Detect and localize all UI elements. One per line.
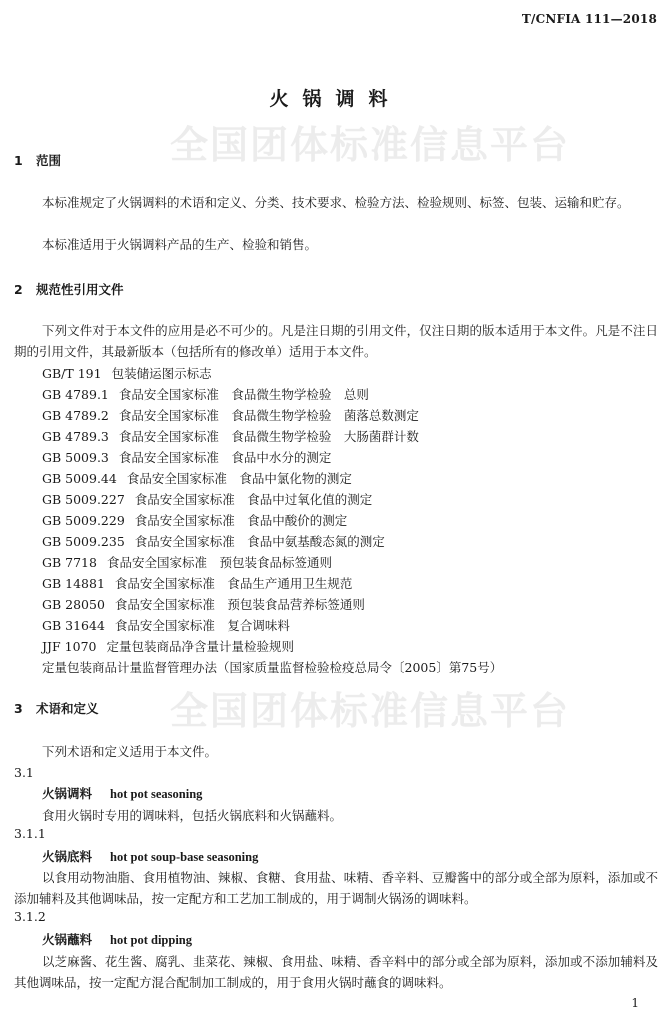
reference-code: GB/T 191: [42, 366, 102, 381]
reference-title: 食品安全国家标准 食品微生物学检验 总则: [118, 387, 369, 402]
watermark-bottom: 全国团体标准信息平台: [170, 689, 571, 733]
section-number: 3: [14, 701, 23, 716]
page-number: 1: [631, 996, 639, 1010]
section-number: 1: [14, 153, 23, 168]
reference-item: [42, 552, 502, 573]
term-heading: [42, 847, 258, 865]
reference-code: GB 4789.3: [42, 429, 109, 444]
section-number: 2: [14, 282, 23, 297]
reference-item: [42, 489, 502, 510]
term-en: hot pot soup-base seasoning: [110, 850, 259, 864]
reference-title: 食品安全国家标准 预包装食品营养标签通则: [114, 597, 365, 612]
watermark-top: 全国团体标准信息平台: [170, 123, 571, 167]
term-definition: 食用火锅时专用的调味料，包括火锅底料和火锅蘸料。: [42, 808, 343, 823]
reference-code: GB 14881: [42, 576, 105, 591]
section-2-heading: [14, 280, 124, 298]
reference-title: 食品安全国家标准 食品中过氧化值的测定: [134, 492, 373, 507]
reference-item: [42, 510, 502, 531]
reference-code: GB 5009.3: [42, 450, 109, 465]
reference-code: GB 5009.229: [42, 513, 125, 528]
reference-item: [42, 405, 502, 426]
reference-item: [42, 531, 502, 552]
reference-item: [42, 447, 502, 468]
reference-item: [42, 573, 502, 594]
reference-title: 定量包装商品净含量计量检验规则: [106, 639, 294, 654]
reference-title: 食品安全国家标准 食品生产通用卫生规范: [114, 576, 353, 591]
clause-number: 3.1: [14, 765, 34, 780]
term-definition: 以芝麻酱、花生酱、腐乳、韭菜花、辣椒、食用盐、味精、香辛料中的部分或全部为原料，添加或不添加辅料及其他调味品，按一定配方混合配制加工制成的，用于食用火锅时蘸食的调味料。: [14, 954, 658, 990]
reference-title: 食品安全国家标准 食品中氯化物的测定: [126, 471, 352, 486]
reference-item: [42, 426, 502, 447]
term-zh: 火锅底料: [42, 849, 93, 864]
reference-item: [42, 636, 502, 657]
reference-item: [42, 468, 502, 489]
term-en: hot pot dipping: [110, 933, 192, 947]
term-heading: [42, 930, 192, 948]
reference-code: GB 5009.235: [42, 534, 125, 549]
term-zh: 火锅蘸料: [42, 932, 93, 947]
reference-title: 定量包装商品计量监督管理办法（国家质量监督检验检疫总局令〔2005〕第75号）: [42, 660, 503, 675]
reference-code: GB 5009.227: [42, 492, 125, 507]
reference-code: GB 31644: [42, 618, 105, 633]
reference-code: GB 4789.2: [42, 408, 109, 423]
term-heading: [42, 784, 202, 802]
reference-item: [42, 363, 502, 384]
reference-title: 食品安全国家标准 食品微生物学检验 大肠菌群计数: [118, 429, 419, 444]
reference-title: 食品安全国家标准 复合调味料: [114, 618, 290, 633]
reference-code: GB 5009.44: [42, 471, 117, 486]
clause-number: 3.1.2: [14, 909, 46, 924]
standard-code: T/CNFIA 111—2018: [521, 12, 657, 26]
reference-item: [42, 594, 502, 615]
reference-title: 包装储运图示标志: [111, 366, 212, 381]
reference-item: [42, 384, 502, 405]
section-3-intro: 下列术语和定义适用于本文件。: [42, 744, 218, 759]
reference-title: 食品安全国家标准 食品中氨基酸态氮的测定: [134, 534, 385, 549]
reference-code: GB 4789.1: [42, 387, 109, 402]
section-2-intro: 下列文件对于本文件的应用是必不可少的。凡是注日期的引用文件，仅注日期的版本适用于本文件。凡是不注日期的引用文件，其最新版本（包括所有的修改单）适用于本文件。: [14, 323, 658, 359]
reference-title: 食品安全国家标准 食品中酸价的测定: [134, 513, 348, 528]
term-definition: 以食用动物油脂、食用植物油、辣椒、食糖、食用盐、味精、香辛料、豆瓣酱中的部分或全部为原料，添加或不添加辅料及其他调味品，按一定配方和工艺加工制成的，用于调制火锅汤的调味料。: [14, 870, 658, 906]
section-1-paragraph-2: 本标准适用于火锅调料产品的生产、检验和销售。: [42, 237, 318, 252]
reference-code: GB 28050: [42, 597, 105, 612]
section-title: 规范性引用文件: [36, 282, 124, 297]
reference-title: 食品安全国家标准 预包装食品标签通则: [106, 555, 332, 570]
section-1-paragraph-1: 本标准规定了火锅调料的术语和定义、分类、技术要求、检验方法、检验规则、标签、包装、运输和贮存。: [42, 195, 630, 210]
normative-references-list: [42, 363, 502, 678]
clause-number: 3.1.1: [14, 826, 46, 841]
section-title: 术语和定义: [36, 701, 99, 716]
reference-title: 食品安全国家标准 食品中水分的测定: [118, 450, 332, 465]
reference-item: [42, 657, 502, 678]
reference-code: GB 7718: [42, 555, 97, 570]
term-zh: 火锅调料: [42, 786, 93, 801]
reference-code: JJF 1070: [42, 639, 97, 654]
section-title: 范围: [36, 153, 62, 168]
document-title: 火锅调料: [269, 88, 402, 110]
section-3-heading: [14, 699, 99, 717]
section-1-heading: [14, 151, 61, 169]
term-en: hot pot seasoning: [110, 787, 203, 801]
reference-title: 食品安全国家标准 食品微生物学检验 菌落总数测定: [118, 408, 419, 423]
reference-item: [42, 615, 502, 636]
